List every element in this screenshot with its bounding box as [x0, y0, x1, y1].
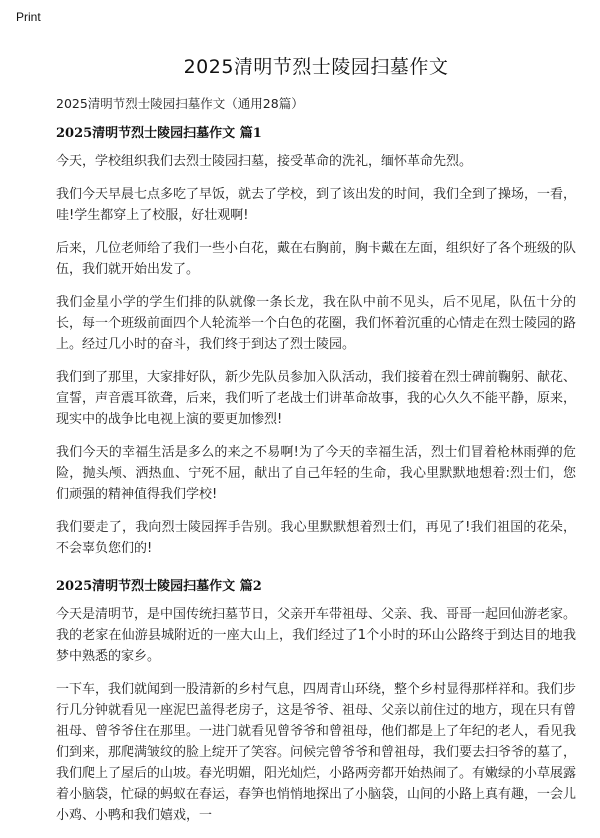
- section-heading: 2025清明节烈士陵园扫墓作文 篇1: [56, 126, 262, 141]
- paragraph: 后来，几位老师给了我们一些小白花，戴在右胸前，胸卡戴在左面，组织好了各个班级的队伍，我们就开始出发了。: [56, 241, 577, 277]
- print-link[interactable]: Print: [16, 10, 41, 24]
- section-heading: 2025清明节烈士陵园扫墓作文 篇2: [56, 579, 262, 594]
- paragraph: 一下车，我们就闻到一股清新的乡村气息，四周青山环绕，整个乡村显得那样祥和。我们步行几分钟就看见一座泥巴盖得老房子，这是爷爷、祖母、父亲以前住过的地方，现在只有曾祖母、曾爷爷住在那里。一进门就看见曾爷爷和曾祖母，他们都是上了年纪的老人，看见我们到来，那爬满皱纹的脸上绽开了笑容。问候完曾爷爷和曾祖母，我们要去扫爷爷的墓了，我们爬上了屋后的山坡。春光明媚，阳光灿烂，小路两旁都开始热闹了。有嫩绿的小草展露着小脑袋，忙碌的蚂蚁在春运，春笋也悄悄地探出了小脑袋，山间的小路上真有趣，一会儿小鸡、小鸭和我们嬉戏，一: [56, 682, 577, 823]
- paragraph: 我们到了那里，大家排好队，新少先队员参加入队活动，我们接着在烈士碑前鞠躬、献花、宣誓，声音震耳欲聋，后来，我们听了老战士们讲革命故事，我的心久久不能平静，原来，现实中的战争比电视上演的要更加惨烈!: [56, 370, 577, 427]
- page-title: 2025清明节烈士陵园扫墓作文: [183, 56, 449, 78]
- document-subtitle: 2025清明节烈士陵园扫墓作文（通用28篇）: [56, 96, 304, 111]
- paragraph: 我们今天早晨七点多吃了早饭，就去了学校，到了该出发的时间，我们全到了操场，一看，哇!学生都穿上了校服，好壮观啊!: [56, 187, 577, 223]
- paragraph: 我们要走了，我向烈士陵园挥手告别。我心里默默想着烈士们，再见了!我们祖国的花朵，不会辜负您们的!: [56, 520, 576, 556]
- document-body: [56, 122, 576, 838]
- paragraph: 我们今天的幸福生活是多么的来之不易啊!为了今天的幸福生活，烈士们冒着枪林雨弹的危险，抛头颅、洒热血、宁死不屈，献出了自己年轻的生命，我心里默默地想着:烈士们，您们顽强的精神值得我们学校!: [56, 445, 576, 502]
- paragraph: 我们金星小学的学生们排的队就像一条长龙，我在队中前不见头，后不见尾，队伍十分的长，每一个班级前面四个人轮流举一个白色的花圈，我们怀着沉重的心情走在烈士陵园的路上。经过几小时的奋斗，我们终于到达了烈士陵园。: [56, 295, 577, 352]
- paragraph: 今天，学校组织我们去烈士陵园扫墓，接受革命的洗礼，缅怀革命先烈。: [56, 154, 473, 169]
- paragraph: 今天是清明节，是中国传统扫墓节日，父亲开车带祖母、父亲、我、哥哥一起回仙游老家。我的老家在仙游县城附近的一座大山上，我们经过了1个小时的环山公路终于到达目的地我梦中熟悉的家乡。: [56, 607, 577, 664]
